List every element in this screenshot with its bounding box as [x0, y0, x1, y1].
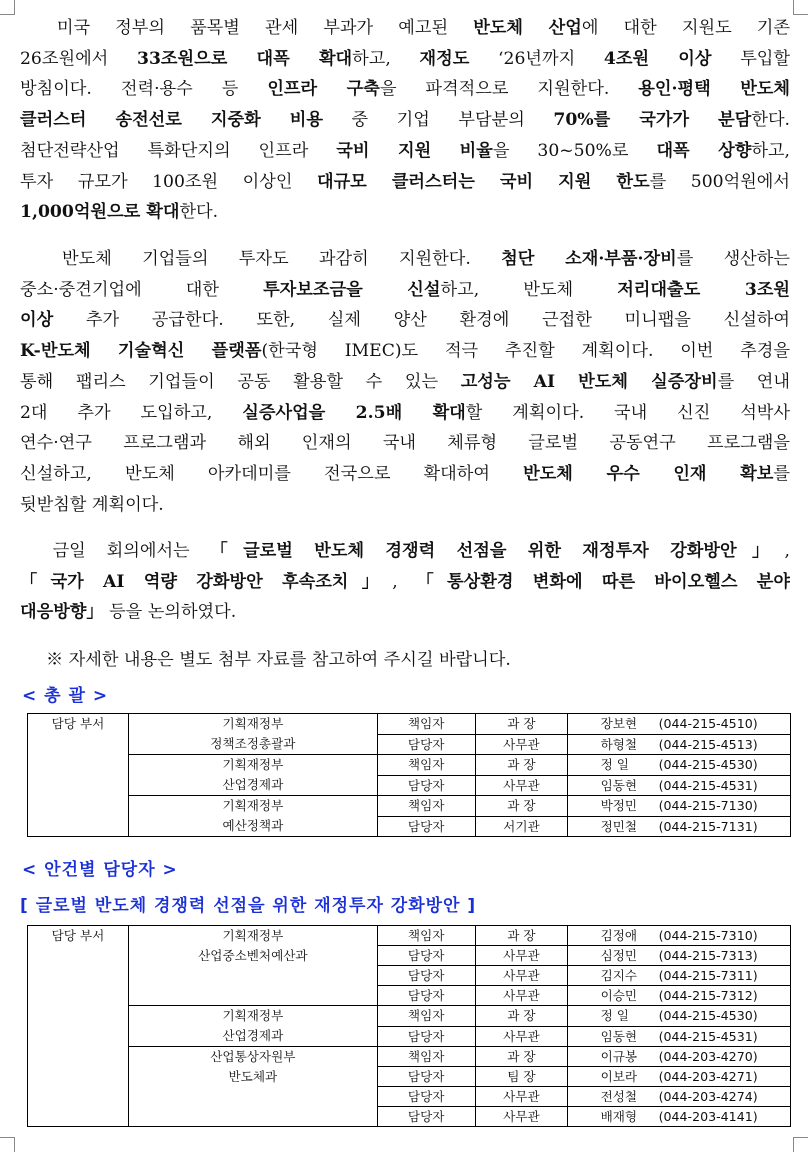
- position-cell: 팀 장: [475, 1067, 568, 1087]
- position-cell: 사무관: [475, 986, 568, 1006]
- ministry-name: 기획재정부: [222, 798, 284, 813]
- phone-number: (044-203-4274): [658, 1089, 758, 1104]
- contact-cell: [568, 1107, 791, 1127]
- ministry-name: 기획재정부: [222, 757, 284, 772]
- bold-text: 클러스터 송전선로 지중화 비용: [20, 110, 323, 131]
- person-name: 장보현: [600, 716, 638, 732]
- text-line: [20, 428, 790, 459]
- phone-number: (044-215-7311): [658, 968, 758, 983]
- person-name: 이보라: [600, 1069, 638, 1084]
- phone-number: (044-203-4141): [658, 1109, 758, 1124]
- person-name: 이규봉: [600, 1049, 638, 1064]
- text-run: ,: [392, 571, 417, 592]
- phone-number: (044-215-4531): [658, 777, 758, 793]
- phone-number: (044-203-4270): [658, 1049, 758, 1064]
- contact-cell: [568, 755, 791, 776]
- role-cell: 책임자: [377, 714, 475, 735]
- text-line: [20, 305, 790, 336]
- contact-cell: [568, 1087, 791, 1107]
- contact-cell: [568, 816, 791, 837]
- role-cell: 담당자: [377, 946, 475, 966]
- bold-text: 인프라 구축: [267, 79, 380, 100]
- person-name: 심정민: [600, 948, 638, 963]
- phone-number: (044-215-4530): [658, 1008, 758, 1024]
- person-name: 김지수: [600, 968, 638, 983]
- division-name: 산업경제과: [222, 1028, 284, 1043]
- role-cell: 책임자: [377, 755, 475, 776]
- position-cell: 사무관: [475, 966, 568, 986]
- phone-number: (044-215-7130): [658, 798, 758, 814]
- contact-cell: [568, 1047, 791, 1067]
- dept-name-cell: [128, 1006, 377, 1047]
- text-run: ‘26년까지: [469, 48, 604, 69]
- ministry-name: 기획재정부: [222, 928, 284, 943]
- bold-text: 대응방향」: [20, 602, 104, 623]
- contact-cell: [568, 946, 791, 966]
- text-run: 를 연내: [717, 371, 790, 392]
- contact-cell: [568, 1067, 791, 1087]
- text-line: [20, 197, 790, 228]
- position-cell: 사무관: [475, 1026, 568, 1047]
- text-line: [20, 536, 790, 567]
- text-run: 에 대한 지원도 기존: [581, 18, 790, 38]
- text-run: 한다.: [751, 110, 790, 131]
- text-line: [20, 74, 790, 105]
- table-row: [28, 926, 791, 946]
- text-run: 26조원에서: [20, 48, 137, 69]
- person-name: 임동현: [600, 777, 638, 793]
- paragraph-semiconductor-support: [20, 13, 790, 228]
- bold-text: 고성능 AI 반도체 실증장비: [460, 371, 718, 392]
- bold-text: 이상: [20, 310, 54, 331]
- text-run: 하고,: [751, 140, 790, 161]
- text-run: 등을 논의하였다.: [103, 602, 237, 623]
- text-run: 추가 공급한다. 또한, 실제 양산 환경에 근접한 미니팹을 신설하여: [53, 310, 790, 331]
- contact-cell: [568, 1006, 791, 1027]
- table-row: [28, 714, 791, 735]
- text-run: 중소·중견기업에 대한: [20, 279, 264, 300]
- bold-text: 대폭 상향: [656, 140, 752, 161]
- contact-cell: [568, 775, 791, 796]
- person-name: 정민철: [600, 818, 638, 834]
- person-name: 배재형: [600, 1109, 638, 1124]
- table-row: [28, 1006, 791, 1027]
- role-cell: 담당자: [377, 775, 475, 796]
- role-cell: 담당자: [377, 734, 475, 755]
- contact-cell: [568, 734, 791, 755]
- text-line: [20, 44, 790, 75]
- phone-number: (044-215-7313): [658, 948, 758, 963]
- bold-text: 대규모 클러스터는 국비 지원 한도: [316, 171, 650, 192]
- ministry-name: 산업통상자원부: [210, 1049, 296, 1064]
- text-run: 투입할: [711, 48, 790, 69]
- contact-cell: [568, 966, 791, 986]
- ministry-name: 기획재정부: [222, 716, 284, 731]
- bold-text: 반도체 산업: [473, 18, 582, 38]
- dept-name-cell: [128, 1047, 377, 1127]
- page-corner-mark-bottom-left: [0, 1137, 15, 1152]
- text-line: [20, 105, 790, 136]
- dept-header-cell: 담당 부서: [28, 926, 129, 1127]
- phone-number: (044-215-7131): [658, 818, 758, 834]
- position-cell: 서기관: [475, 816, 568, 837]
- bold-text: 1,000억원으로 확대: [20, 202, 180, 223]
- contact-cell: [568, 714, 791, 735]
- role-cell: 담당자: [377, 986, 475, 1006]
- bold-text: K-반도체 기술혁신 플랫폼: [20, 341, 262, 362]
- phone-number: (044-215-7312): [658, 988, 758, 1003]
- text-run: 2대 추가 도입하고,: [20, 402, 243, 423]
- text-line: [20, 597, 790, 628]
- text-line: [20, 459, 790, 490]
- text-run: (한국형 IMEC)도 적극 추진할 계획이다. 이번 추경을: [261, 341, 790, 362]
- person-name: 전성철: [600, 1089, 638, 1104]
- text-run: 방침이다. 전력·용수 등: [20, 79, 268, 100]
- position-cell: 사무관: [475, 1107, 568, 1127]
- position-cell: 과 장: [475, 755, 568, 776]
- text-run: 신설하고, 반도체 아카데미를 전국으로 확대하여: [20, 463, 524, 484]
- contact-cell: [568, 1026, 791, 1047]
- section-title-by-item: < 안건별 담당자 >: [22, 860, 178, 880]
- text-run: 를 500억원에서: [649, 171, 790, 192]
- contact-table-general: [27, 713, 791, 837]
- contact-table-item1: [27, 925, 791, 1127]
- contact-cell: [568, 796, 791, 817]
- division-name: 반도체과: [228, 1069, 278, 1084]
- role-cell: 담당자: [377, 1087, 475, 1107]
- role-cell: 책임자: [377, 1047, 475, 1067]
- text-run: 첨단전략산업 특화단지의 인프라: [20, 140, 337, 161]
- position-cell: 사무관: [475, 775, 568, 796]
- bold-text: 반도체 우수 인재 확보: [523, 463, 774, 484]
- division-name: 산업경제과: [222, 777, 284, 792]
- text-line: [20, 275, 790, 306]
- division-name: 산업중소벤처예산과: [198, 948, 308, 963]
- role-cell: 책임자: [377, 926, 475, 946]
- division-name: 정책조정총괄과: [210, 736, 296, 751]
- phone-number: (044-215-4531): [658, 1028, 758, 1044]
- attachment-note: ※ 자세한 내용은 별도 첨부 자료를 참고하여 주시길 바랍니다.: [46, 650, 511, 670]
- position-cell: 과 장: [475, 1006, 568, 1027]
- text-run: 투자 규모가 100조원 이상인: [20, 171, 317, 192]
- phone-number: (044-203-4271): [658, 1069, 758, 1084]
- role-cell: 담당자: [377, 816, 475, 837]
- dept-name-cell: [128, 755, 377, 796]
- text-run: 미국 정부의 품목별 관세 부과가 예고된: [20, 18, 474, 38]
- position-cell: 사무관: [475, 946, 568, 966]
- person-name: 정 일: [600, 1008, 629, 1024]
- phone-number: (044-215-4510): [658, 716, 758, 732]
- bold-text: 33조원으로 대폭 확대: [136, 48, 353, 69]
- contact-cell: [568, 986, 791, 1006]
- phone-number: (044-215-4530): [658, 757, 758, 773]
- text-run: 반도체 기업들의 투자도 과감히 지원한다.: [20, 249, 502, 269]
- text-line: [20, 244, 790, 275]
- text-run: 한다.: [179, 202, 219, 223]
- page-corner-mark-top-left: [0, 0, 15, 15]
- bold-text: 「통상환경 변화에 따른 바이오헬스 분야: [416, 571, 790, 592]
- bold-text: 첨단 소재·부품·장비: [501, 249, 677, 269]
- phone-number: (044-215-4513): [658, 736, 758, 752]
- text-line: [20, 167, 790, 198]
- text-run: ,: [784, 541, 790, 561]
- section-title-item1: [ 글로벌 반도체 경쟁력 선점을 위한 재정투자 강화방안 ]: [20, 896, 477, 916]
- position-cell: 과 장: [475, 714, 568, 735]
- bold-text: 실증사업을 2.5배 확대: [242, 402, 466, 423]
- text-run: 뒷받침할 계획이다.: [20, 494, 164, 515]
- division-name: 예산정책과: [222, 818, 284, 833]
- page-corner-mark-bottom-right: [793, 1137, 808, 1152]
- text-run: 중 기업 부담분의: [323, 110, 554, 131]
- text-line: [20, 13, 790, 44]
- text-run: 을 파격적으로 지원한다.: [379, 79, 639, 100]
- text-run: 할 계획이다. 국내 신진 석박사: [465, 402, 790, 423]
- phone-number: (044-215-7310): [658, 928, 758, 943]
- dept-name-cell: [128, 714, 377, 755]
- text-run: 연수·연구 프로그램과 해외 인재의 국내 체류형 글로벌 공동연구 프로그램을: [20, 433, 790, 454]
- bold-text: 국비 지원 비율: [336, 140, 493, 161]
- position-cell: 과 장: [475, 1047, 568, 1067]
- text-run: 을 30~50%로: [492, 140, 657, 161]
- text-line: [20, 398, 790, 429]
- dept-header-cell: 담당 부서: [28, 714, 129, 837]
- text-line: [20, 136, 790, 167]
- position-cell: 사무관: [475, 1087, 568, 1107]
- text-run: 하고, 반도체: [440, 279, 618, 300]
- bold-text: 재정도: [419, 48, 470, 69]
- text-run: 를 생산하는: [676, 249, 790, 269]
- role-cell: 책임자: [377, 1006, 475, 1027]
- table-row: [28, 796, 791, 817]
- role-cell: 담당자: [377, 1107, 475, 1127]
- role-cell: 담당자: [377, 1026, 475, 1047]
- page-corner-mark-top-right: [793, 0, 808, 15]
- text-line: [20, 367, 790, 398]
- text-line: [20, 336, 790, 367]
- bold-text: 저리대출도 3조원: [617, 279, 790, 300]
- bold-text: 용인·평택 반도체: [638, 79, 790, 100]
- table-row: [28, 1047, 791, 1067]
- text-run: 통해 팹리스 기업들이 공동 활용할 수 있는: [20, 371, 461, 392]
- person-name: 박정민: [600, 798, 638, 814]
- person-name: 임동현: [600, 1028, 638, 1044]
- ministry-name: 기획재정부: [222, 1008, 284, 1023]
- person-name: 정 일: [600, 757, 629, 773]
- role-cell: 담당자: [377, 966, 475, 986]
- paragraph-investment-support: [20, 244, 790, 520]
- person-name: 하형철: [600, 736, 638, 752]
- position-cell: 과 장: [475, 796, 568, 817]
- bold-text: 「글로벌 반도체 경쟁력 선점을 위한 재정투자 강화방안」: [210, 541, 785, 561]
- person-name: 이승민: [600, 988, 638, 1003]
- dept-name-cell: [128, 796, 377, 837]
- text-line: [20, 567, 790, 598]
- role-cell: 담당자: [377, 1067, 475, 1087]
- dept-name-cell: [128, 926, 377, 1006]
- person-name: 김정애: [600, 928, 638, 943]
- bold-text: 「국가 AI 역량 강화방안 후속조치」: [20, 571, 393, 592]
- contact-cell: [568, 926, 791, 946]
- text-run: 하고,: [352, 48, 420, 69]
- table-row: [28, 755, 791, 776]
- text-run: 를: [773, 463, 790, 484]
- bold-text: 4조원 이상: [603, 48, 712, 69]
- section-title-general: < 총 괄 >: [22, 686, 109, 706]
- paragraph-meeting-agenda: [20, 536, 790, 628]
- role-cell: 책임자: [377, 796, 475, 817]
- text-line: [20, 490, 790, 521]
- position-cell: 과 장: [475, 926, 568, 946]
- bold-text: 투자보조금을 신설: [263, 279, 441, 300]
- position-cell: 사무관: [475, 734, 568, 755]
- bold-text: 70%를 국가가 분담: [553, 110, 752, 131]
- text-run: 금일 회의에서는: [20, 541, 211, 561]
